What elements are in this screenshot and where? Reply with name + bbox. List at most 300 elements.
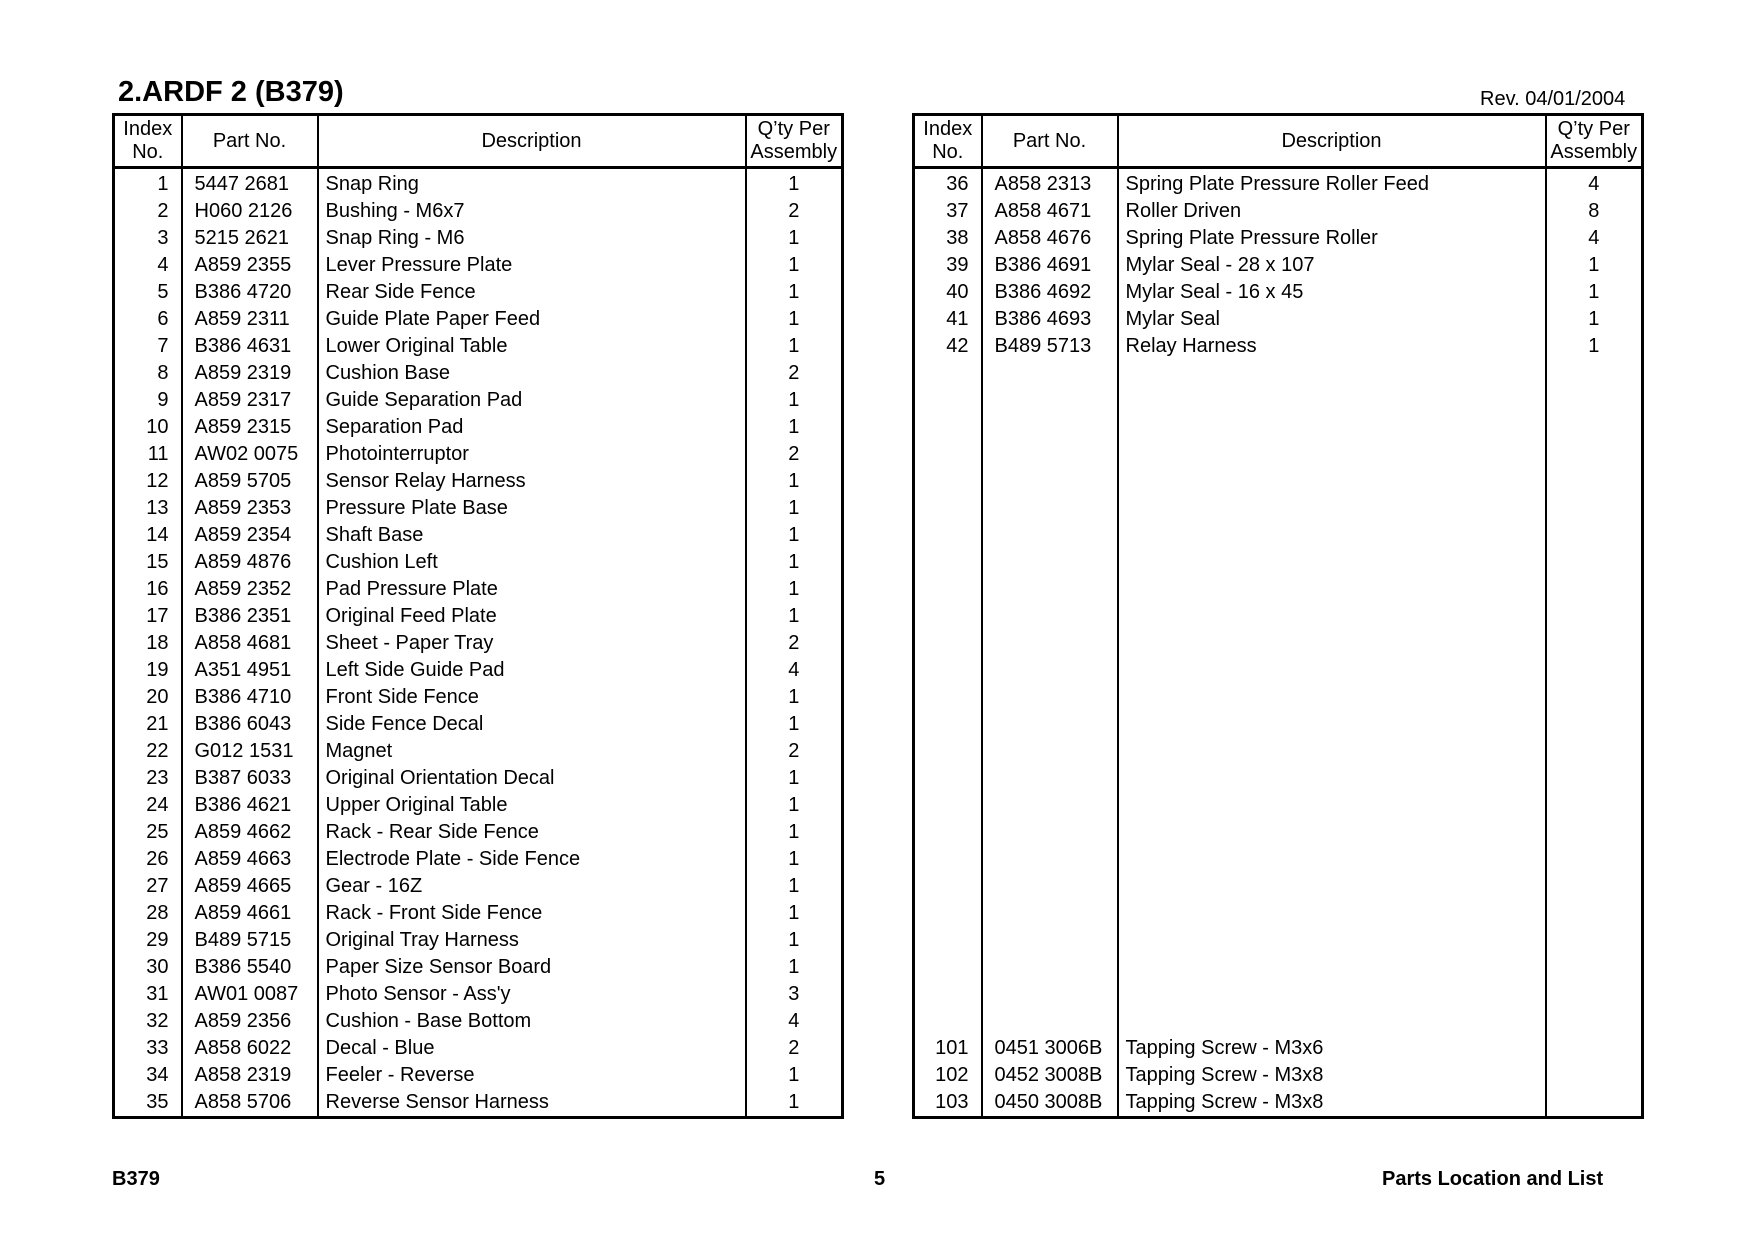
header-description: Description (318, 115, 746, 168)
cell-description: Photointerruptor (318, 441, 746, 468)
table-row (914, 549, 1643, 576)
cell-description (1118, 900, 1546, 927)
cell-qty: 4 (746, 657, 843, 684)
header-index (114, 115, 182, 168)
cell-index: 31 (146, 983, 169, 1005)
cell-part-no (982, 765, 1118, 792)
cell-qty: 1 (746, 711, 843, 738)
cell-index (914, 900, 982, 927)
cell-description: Pressure Plate Base (318, 495, 746, 522)
table-row (914, 495, 1643, 522)
cell-index (914, 549, 982, 576)
header-qty (1546, 115, 1643, 168)
cell-part-no: 0450 3008B (982, 1089, 1118, 1118)
cell-index: 15 (146, 551, 169, 573)
cell-description (1118, 846, 1546, 873)
cell-index: 22 (146, 740, 169, 762)
cell-qty (1546, 684, 1643, 711)
cell-description: Spring Plate Pressure Roller (1118, 225, 1546, 252)
table-row (914, 711, 1643, 738)
header-description: Description (1118, 115, 1546, 168)
table-row (914, 927, 1643, 954)
table-row (914, 1035, 1643, 1062)
cell-index (914, 711, 982, 738)
table-row (914, 576, 1643, 603)
cell-description: Tapping Screw - M3x8 (1118, 1089, 1546, 1118)
cell-part-no (982, 981, 1118, 1008)
cell-part-no (982, 387, 1118, 414)
cell-qty (1546, 603, 1643, 630)
cell-part-no: H060 2126 (182, 198, 318, 225)
cell-part-no: A858 2319 (182, 1062, 318, 1089)
cell-index: 12 (146, 470, 169, 492)
cell-qty (1546, 927, 1643, 954)
table-row (114, 900, 843, 927)
cell-index: 19 (146, 659, 169, 681)
cell-description: Magnet (318, 738, 746, 765)
cell-index (914, 387, 982, 414)
cell-index (914, 927, 982, 954)
cell-part-no (982, 549, 1118, 576)
cell-qty: 1 (746, 279, 843, 306)
cell-index: 37 (946, 200, 969, 222)
cell-part-no: AW02 0075 (182, 441, 318, 468)
cell-part-no: B489 5713 (982, 333, 1118, 360)
cell-index: 101 (935, 1037, 969, 1059)
table-row (114, 1089, 843, 1118)
cell-index (914, 765, 982, 792)
header-qty-label: Q’ty Per Assembly (1550, 118, 1638, 163)
cell-part-no: B386 4692 (982, 279, 1118, 306)
cell-index (914, 468, 982, 495)
cell-description: Tapping Screw - M3x8 (1118, 1062, 1546, 1089)
parts-table-body (114, 168, 843, 1118)
cell-qty (1546, 1008, 1643, 1035)
cell-description (1118, 738, 1546, 765)
cell-description (1118, 819, 1546, 846)
cell-index: 21 (146, 713, 169, 735)
cell-qty: 2 (746, 630, 843, 657)
cell-qty: 1 (746, 549, 843, 576)
table-row (914, 387, 1643, 414)
cell-description (1118, 765, 1546, 792)
cell-index (914, 630, 982, 657)
cell-part-no: B386 6043 (182, 711, 318, 738)
cell-index: 23 (146, 767, 169, 789)
cell-index: 4 (157, 254, 169, 276)
cell-index: 34 (146, 1064, 169, 1086)
cell-qty: 1 (746, 846, 843, 873)
cell-description: Guide Plate Paper Feed (318, 306, 746, 333)
cell-qty (1546, 441, 1643, 468)
cell-part-no: A858 6022 (182, 1035, 318, 1062)
cell-part-no: B386 4720 (182, 279, 318, 306)
cell-part-no (982, 630, 1118, 657)
table-row (114, 1008, 843, 1035)
header-part-no: Part No. (182, 115, 318, 168)
cell-description: Pad Pressure Plate (318, 576, 746, 603)
table-row (914, 168, 1643, 199)
cell-index: 38 (946, 227, 969, 249)
table-row (114, 954, 843, 981)
cell-index: 2 (157, 200, 169, 222)
cell-description: Cushion - Base Bottom (318, 1008, 746, 1035)
table-header-row (114, 115, 843, 168)
cell-index: 42 (946, 335, 969, 357)
cell-part-no: A859 2317 (182, 387, 318, 414)
cell-qty (1546, 900, 1643, 927)
cell-description: Snap Ring - M6 (318, 225, 746, 252)
cell-description (1118, 576, 1546, 603)
cell-qty: 4 (1546, 168, 1643, 199)
table-row (914, 981, 1643, 1008)
cell-description: Shaft Base (318, 522, 746, 549)
cell-part-no: A859 4662 (182, 819, 318, 846)
table-row (114, 684, 843, 711)
cell-part-no (982, 414, 1118, 441)
cell-qty: 2 (746, 738, 843, 765)
cell-part-no (982, 522, 1118, 549)
cell-part-no: A858 5706 (182, 1089, 318, 1118)
table-row (114, 168, 843, 199)
page-title: 2.ARDF 2 (B379) (118, 76, 344, 108)
cell-description: Tapping Screw - M3x6 (1118, 1035, 1546, 1062)
cell-qty: 2 (746, 198, 843, 225)
cell-description (1118, 414, 1546, 441)
cell-description (1118, 711, 1546, 738)
cell-description (1118, 927, 1546, 954)
cell-index: 24 (146, 794, 169, 816)
cell-description: Separation Pad (318, 414, 746, 441)
cell-qty: 1 (746, 765, 843, 792)
cell-part-no: 5215 2621 (182, 225, 318, 252)
cell-part-no: A859 2356 (182, 1008, 318, 1035)
cell-description (1118, 522, 1546, 549)
cell-index (914, 495, 982, 522)
cell-index: 8 (157, 362, 169, 384)
cell-part-no: A859 4661 (182, 900, 318, 927)
table-row (114, 738, 843, 765)
cell-qty (1546, 765, 1643, 792)
footer-model: B379 (112, 1168, 160, 1190)
cell-qty: 1 (1546, 306, 1643, 333)
table-row (114, 1062, 843, 1089)
cell-description: Electrode Plate - Side Fence (318, 846, 746, 873)
cell-description: Bushing - M6x7 (318, 198, 746, 225)
table-row (914, 225, 1643, 252)
cell-description: Gear - 16Z (318, 873, 746, 900)
cell-qty: 3 (746, 981, 843, 1008)
table-row (914, 1062, 1643, 1089)
cell-part-no (982, 846, 1118, 873)
cell-description: Lower Original Table (318, 333, 746, 360)
cell-index (914, 441, 982, 468)
cell-part-no (982, 900, 1118, 927)
cell-part-no: A859 2352 (182, 576, 318, 603)
cell-part-no: A858 4676 (982, 225, 1118, 252)
table-row (114, 495, 843, 522)
cell-qty: 1 (746, 333, 843, 360)
cell-qty (1546, 846, 1643, 873)
cell-qty: 1 (746, 1089, 843, 1118)
table-row (914, 954, 1643, 981)
header-qty-label: Q’ty Per Assembly (750, 118, 838, 163)
cell-part-no: A859 2311 (182, 306, 318, 333)
cell-qty: 1 (746, 168, 843, 199)
cell-description: Front Side Fence (318, 684, 746, 711)
cell-qty: 1 (746, 927, 843, 954)
cell-description: Sensor Relay Harness (318, 468, 746, 495)
cell-index: 10 (146, 416, 169, 438)
cell-qty (1546, 630, 1643, 657)
cell-qty (1546, 1062, 1643, 1089)
table-row (114, 819, 843, 846)
header-qty (746, 115, 843, 168)
cell-part-no (982, 657, 1118, 684)
table-row (914, 198, 1643, 225)
cell-qty: 1 (746, 252, 843, 279)
cell-index (914, 954, 982, 981)
cell-description: Rack - Front Side Fence (318, 900, 746, 927)
cell-part-no: A859 4665 (182, 873, 318, 900)
table-row (114, 414, 843, 441)
header-index-label: Index No. (123, 118, 173, 163)
table-header-row (914, 115, 1643, 168)
cell-part-no (982, 792, 1118, 819)
cell-index (914, 657, 982, 684)
cell-index: 1 (157, 173, 169, 195)
cell-description: Mylar Seal (1118, 306, 1546, 333)
cell-part-no (982, 603, 1118, 630)
footer-page-number: 5 (874, 1168, 886, 1190)
cell-qty (1546, 1035, 1643, 1062)
header-index-label: Index No. (923, 118, 973, 163)
cell-qty (1546, 711, 1643, 738)
cell-part-no (982, 738, 1118, 765)
table-row (114, 549, 843, 576)
table-row (914, 414, 1643, 441)
cell-description: Spring Plate Pressure Roller Feed (1118, 168, 1546, 199)
cell-part-no (982, 1008, 1118, 1035)
table-row (114, 279, 843, 306)
cell-index: 5 (157, 281, 169, 303)
table-row (114, 225, 843, 252)
revision-date: Rev. 04/01/2004 (1480, 88, 1626, 110)
table-row (114, 630, 843, 657)
cell-index (914, 873, 982, 900)
cell-part-no: A859 4663 (182, 846, 318, 873)
cell-part-no: A859 5705 (182, 468, 318, 495)
table-row (114, 792, 843, 819)
cell-index (914, 576, 982, 603)
cell-qty: 1 (746, 306, 843, 333)
cell-description: Upper Original Table (318, 792, 746, 819)
cell-qty (1546, 981, 1643, 1008)
cell-description (1118, 549, 1546, 576)
cell-qty: 1 (1546, 333, 1643, 360)
parts-table-right (912, 113, 1644, 1119)
cell-description: Snap Ring (318, 168, 746, 199)
footer-section: Parts Location and List (1382, 1168, 1604, 1190)
cell-description (1118, 657, 1546, 684)
cell-qty: 1 (746, 468, 843, 495)
cell-part-no (982, 873, 1118, 900)
cell-qty (1546, 738, 1643, 765)
cell-description: Cushion Base (318, 360, 746, 387)
cell-qty: 1 (1546, 279, 1643, 306)
table-row (914, 1008, 1643, 1035)
table-row (114, 765, 843, 792)
cell-index: 35 (146, 1091, 169, 1113)
cell-description: Original Tray Harness (318, 927, 746, 954)
parts-table-left (112, 113, 844, 1119)
cell-qty (1546, 873, 1643, 900)
cell-index (914, 360, 982, 387)
cell-part-no: B386 4693 (982, 306, 1118, 333)
cell-description (1118, 981, 1546, 1008)
cell-part-no (982, 360, 1118, 387)
header-index (914, 115, 982, 168)
cell-qty: 1 (746, 954, 843, 981)
cell-part-no: B386 4631 (182, 333, 318, 360)
cell-index: 29 (146, 929, 169, 951)
table-row (914, 657, 1643, 684)
cell-description: Mylar Seal - 16 x 45 (1118, 279, 1546, 306)
table-row (914, 765, 1643, 792)
table-row (914, 279, 1643, 306)
cell-part-no: A859 2315 (182, 414, 318, 441)
cell-index: 11 (147, 443, 169, 465)
table-row (914, 792, 1643, 819)
cell-description: Cushion Left (318, 549, 746, 576)
cell-description: Sheet - Paper Tray (318, 630, 746, 657)
cell-index (914, 819, 982, 846)
cell-qty: 1 (746, 522, 843, 549)
cell-qty (1546, 792, 1643, 819)
cell-qty (1546, 549, 1643, 576)
cell-description (1118, 630, 1546, 657)
cell-part-no: A859 2354 (182, 522, 318, 549)
cell-description (1118, 495, 1546, 522)
cell-index: 13 (146, 497, 169, 519)
cell-description (1118, 684, 1546, 711)
cell-description: Rack - Rear Side Fence (318, 819, 746, 846)
cell-part-no: A859 2355 (182, 252, 318, 279)
cell-part-no (982, 819, 1118, 846)
cell-qty: 8 (1546, 198, 1643, 225)
cell-part-no (982, 576, 1118, 603)
table-row (914, 630, 1643, 657)
cell-description: Left Side Guide Pad (318, 657, 746, 684)
cell-qty: 2 (746, 441, 843, 468)
cell-index (914, 603, 982, 630)
table-row (114, 603, 843, 630)
cell-part-no: A858 4681 (182, 630, 318, 657)
parts-table-body (914, 168, 1643, 1118)
cell-qty: 1 (746, 873, 843, 900)
cell-index: 28 (146, 902, 169, 924)
table-row (914, 846, 1643, 873)
cell-index: 3 (157, 227, 169, 249)
cell-index (914, 522, 982, 549)
cell-description (1118, 468, 1546, 495)
cell-description: Reverse Sensor Harness (318, 1089, 746, 1118)
cell-part-no: B386 5540 (182, 954, 318, 981)
cell-description: Lever Pressure Plate (318, 252, 746, 279)
table-row (914, 738, 1643, 765)
cell-description (1118, 603, 1546, 630)
table-row (914, 468, 1643, 495)
cell-index (914, 981, 982, 1008)
cell-index: 18 (146, 632, 169, 654)
header-part-no: Part No. (982, 115, 1118, 168)
table-row (114, 333, 843, 360)
cell-qty: 1 (1546, 252, 1643, 279)
table-row (114, 522, 843, 549)
cell-part-no: B386 4621 (182, 792, 318, 819)
table-row (914, 603, 1643, 630)
table-row (914, 1089, 1643, 1118)
table-row (914, 522, 1643, 549)
table-row (914, 819, 1643, 846)
cell-qty (1546, 954, 1643, 981)
cell-part-no: G012 1531 (182, 738, 318, 765)
cell-index: 6 (157, 308, 169, 330)
cell-part-no: 0451 3006B (982, 1035, 1118, 1062)
cell-index: 14 (146, 524, 169, 546)
cell-qty (1546, 1089, 1643, 1118)
cell-description: Guide Separation Pad (318, 387, 746, 414)
table-row (914, 306, 1643, 333)
cell-qty: 1 (746, 225, 843, 252)
cell-index: 9 (157, 389, 169, 411)
cell-description: Feeler - Reverse (318, 1062, 746, 1089)
cell-index: 39 (946, 254, 969, 276)
table-row (114, 657, 843, 684)
cell-index (914, 684, 982, 711)
cell-qty (1546, 819, 1643, 846)
cell-index: 16 (146, 578, 169, 600)
cell-description (1118, 387, 1546, 414)
cell-description: Relay Harness (1118, 333, 1546, 360)
cell-index: 103 (935, 1091, 969, 1113)
cell-description (1118, 441, 1546, 468)
cell-description: Original Feed Plate (318, 603, 746, 630)
cell-index: 25 (146, 821, 169, 843)
table-row (114, 306, 843, 333)
table-row (114, 441, 843, 468)
table-row (914, 873, 1643, 900)
cell-index: 17 (146, 605, 169, 627)
table-row (114, 252, 843, 279)
cell-description: Side Fence Decal (318, 711, 746, 738)
cell-qty: 1 (746, 684, 843, 711)
cell-part-no: A858 2313 (982, 168, 1118, 199)
cell-description: Rear Side Fence (318, 279, 746, 306)
cell-part-no (982, 495, 1118, 522)
cell-index: 32 (146, 1010, 169, 1032)
cell-description: Paper Size Sensor Board (318, 954, 746, 981)
cell-index (914, 414, 982, 441)
cell-index: 102 (935, 1064, 969, 1086)
cell-part-no: A859 4876 (182, 549, 318, 576)
cell-index: 20 (146, 686, 169, 708)
cell-index: 40 (946, 281, 969, 303)
cell-index (914, 1008, 982, 1035)
cell-qty (1546, 576, 1643, 603)
cell-index: 41 (946, 308, 969, 330)
cell-part-no (982, 954, 1118, 981)
